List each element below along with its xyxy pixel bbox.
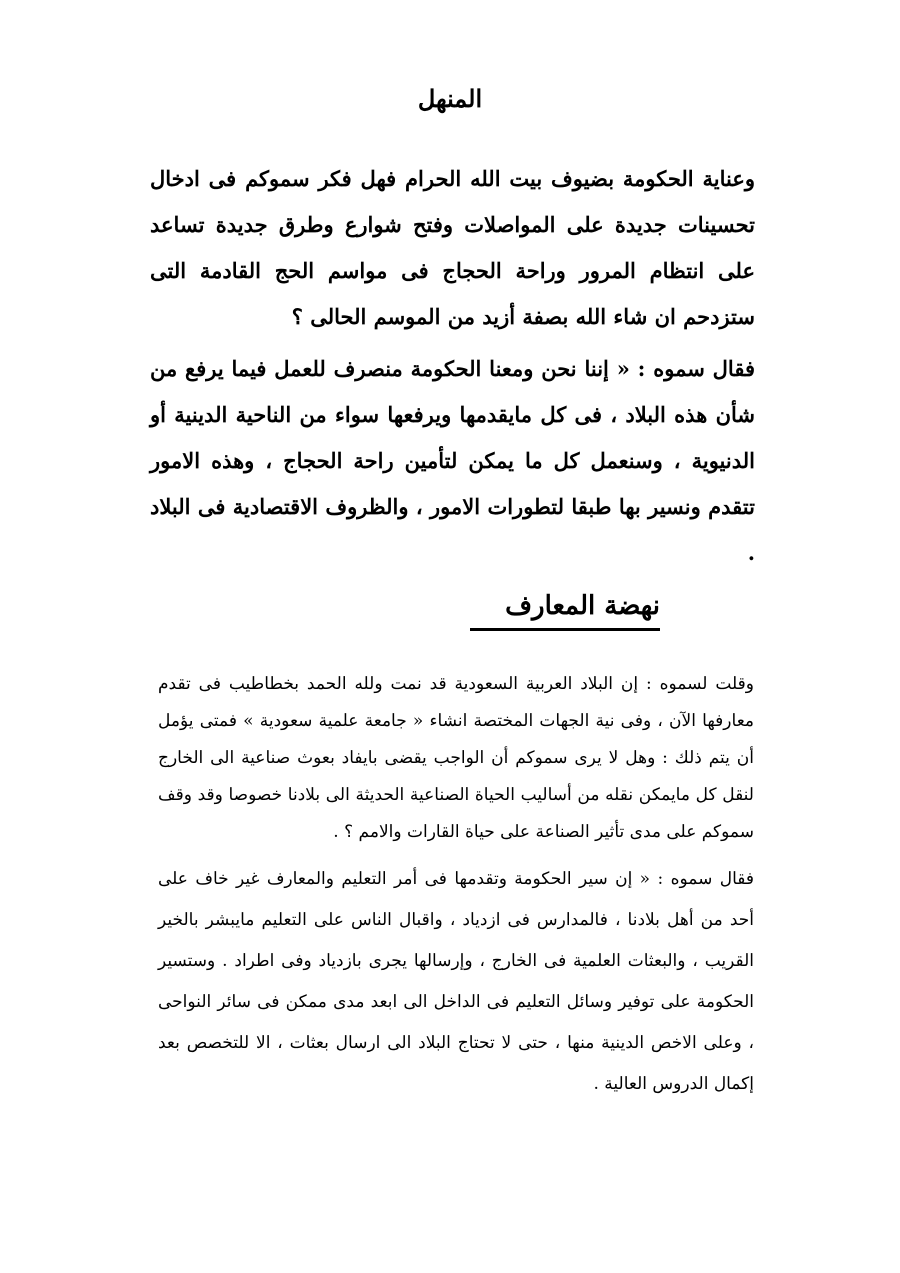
running-header bbox=[0, 84, 900, 113]
paragraph-answer-education: فقال سموه : « إن سير الحكومة وتقدمها فى أمر التعليم والمعارف غير خاف على أحد من أهل بلادنا ، فالمدارس فى ازدياد ، واقبال الناس على التعليم مايبشر بالخير القريب ، والبعثات العلمية فى الخارج ، وإرسالها يجرى بازدياد وفى اطراد . وستسير الحكومة على توفير وسائل التعليم فى الداخل الى ابعد مدى ممكن فى سائر النواحى ، وعلى الاخص الدينية منها ، حتى لا تحتاج البلاد الى ارسال بعثات ، الا للتخصص بعد إكمال الدروس العالية . bbox=[158, 869, 754, 1094]
paragraph-answer-pilgrims: فقال سموه : « إننا نحن ومعنا الحكومة منصرف للعمل فيما يرفع من شأن هذه البلاد ، فى كل مايقدمها ويرفعها سواء من الناحية الدينية أو الدنيوية ، وسنعمل كل ما يمكن لتأمين راحة الحجاج ، وهذه الامور تتقدم ونسير بها طبقا لتطورات الامور ، والظروف الاقتصادية فى البلاد . bbox=[150, 356, 755, 565]
header-title: المنهل bbox=[417, 84, 483, 113]
paragraph-question-pilgrims: وعناية الحكومة بضيوف بيت الله الحرام فهل فكر سموكم فى ادخال تحسينات جديدة على المواصلات وفتح شوارع وطرق جديدة تساعد على انتظام المرور وراحة الحجاج فى مواسم الحج القادمة التى ستزدحم ان شاء الله بصفة أزيد من الموسم الحالى ؟ bbox=[150, 166, 755, 329]
section-heading-block bbox=[470, 588, 660, 631]
interview-section-education bbox=[158, 666, 754, 1105]
interview-section-pilgrims bbox=[150, 156, 755, 576]
heading-underline bbox=[470, 628, 660, 631]
section-heading: نهضة المعارف bbox=[505, 591, 660, 621]
paragraph-question-education: وقلت لسموه : إن البلاد العربية السعودية قد نمت ولله الحمد بخطاطيب فى تقدم معارفها الآن ، وفى نية الجهات المختصة انشاء « جامعة علمية سعودية » فمتى يؤمل أن يتم ذلك : وهل لا يرى سموكم أن الواجب يقضى بايفاد بعوث صناعية الى الخارج لنقل كل مايمكن نقله من أساليب الحياة الصناعية الحديثة الى بلادنا خصوصا وقد وقف سموكم على مدى تأثير الصناعة على حياة القارات والامم ؟ . bbox=[158, 674, 754, 842]
